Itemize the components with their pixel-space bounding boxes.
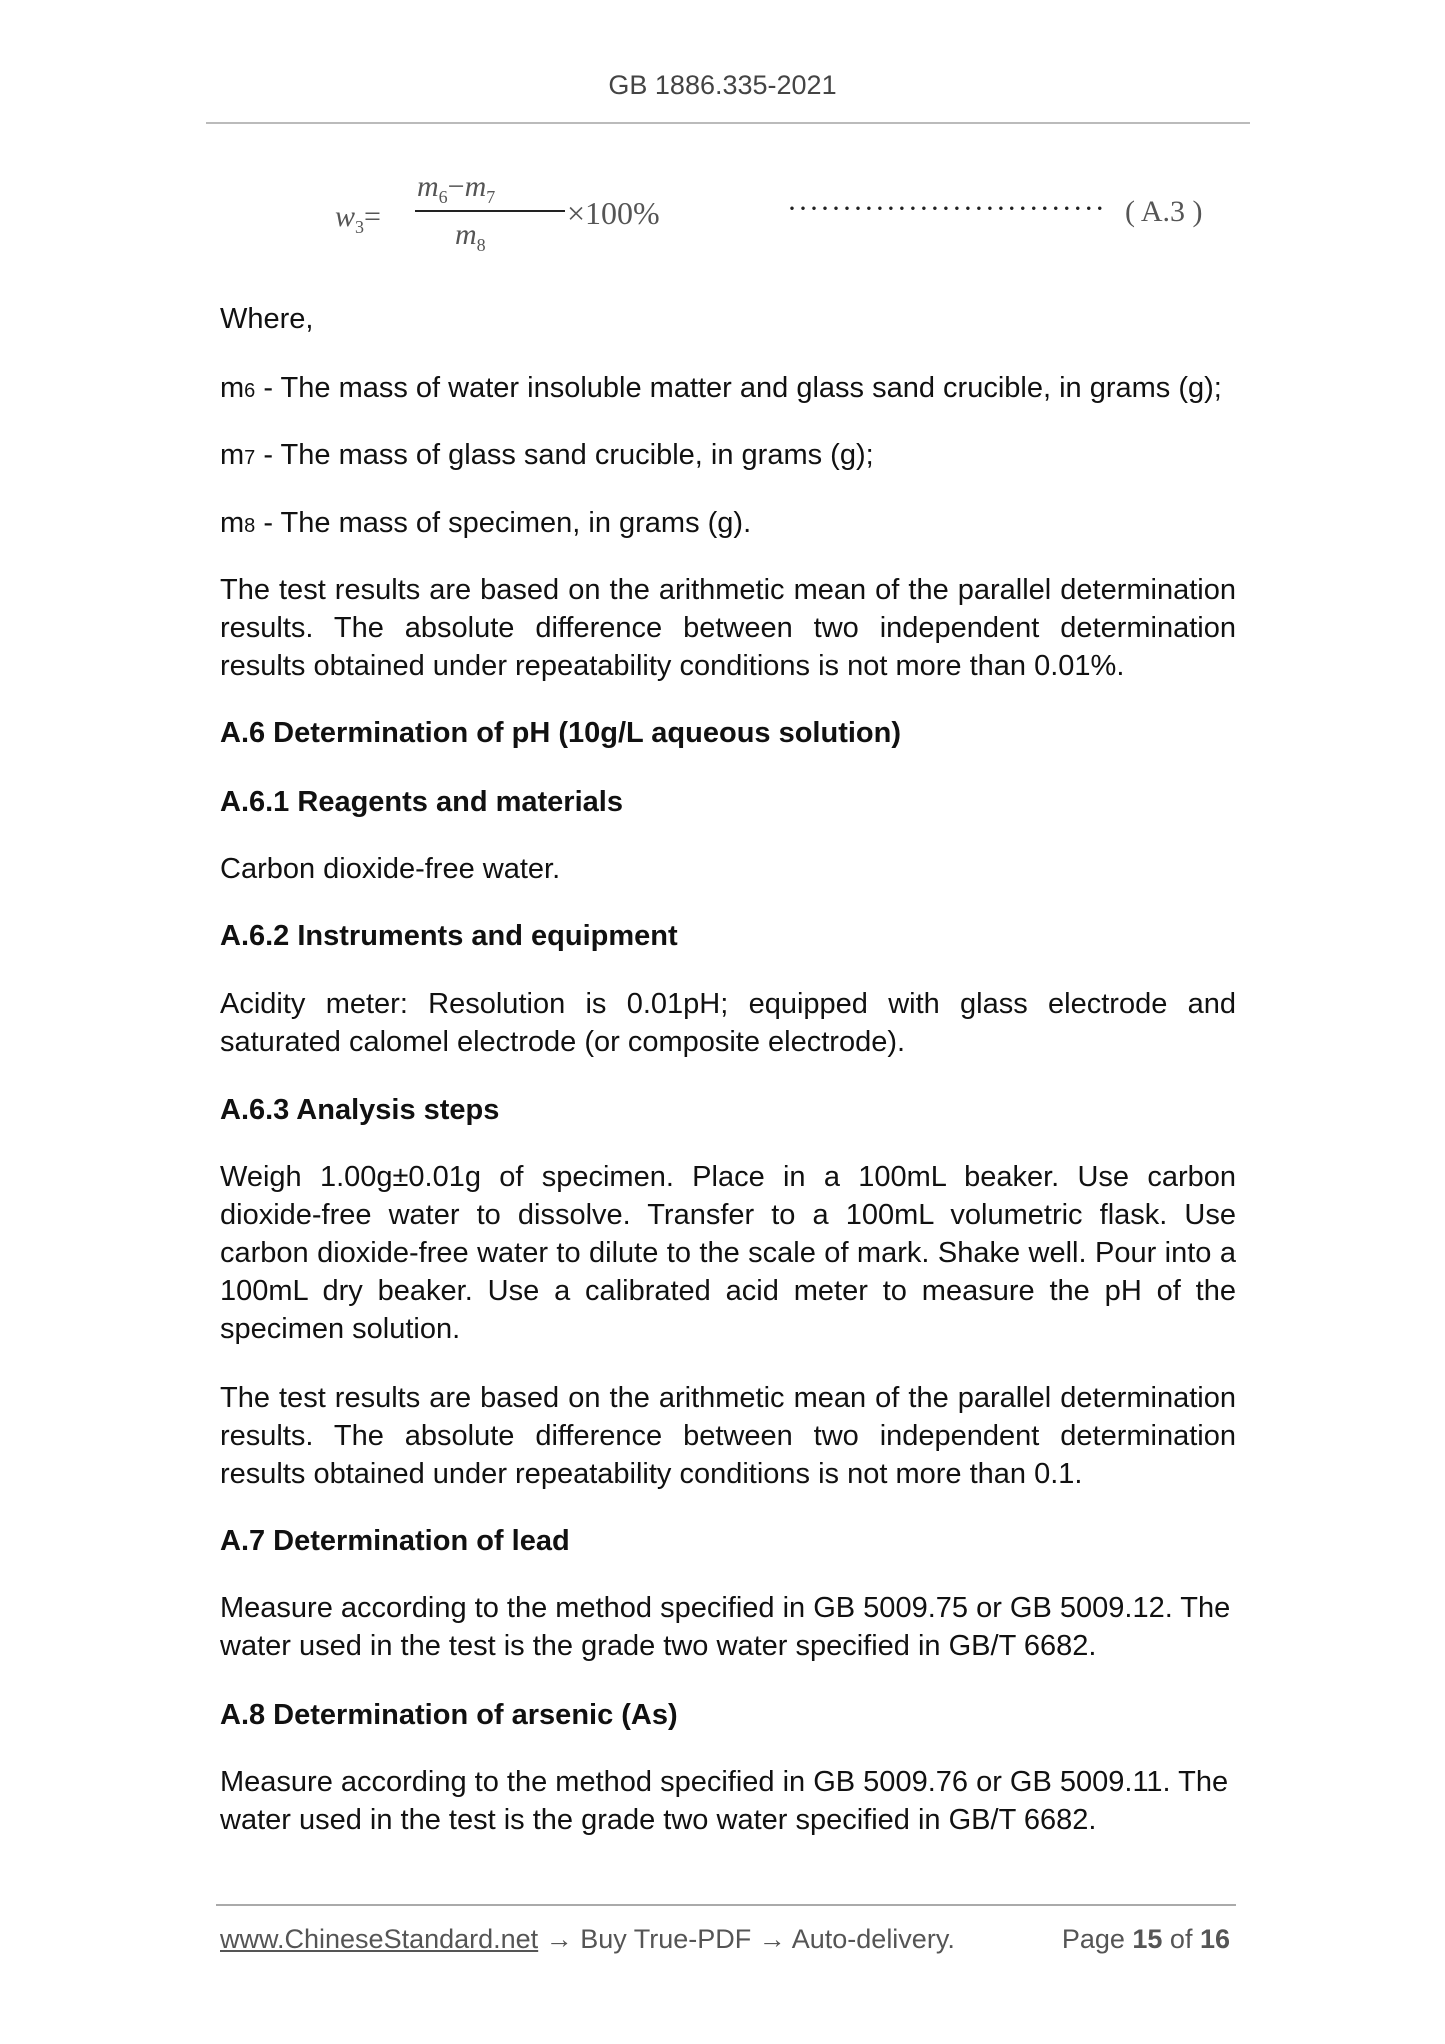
heading-a6-3: A.6.3 Analysis steps [220, 1094, 500, 1126]
paragraph-results: The test results are based on the arithmetic mean of the parallel determination results. The absolute difference between two independent determination results obtained under repeatability conditions is not more than 0.01%. [220, 574, 1236, 682]
formula-lhs: $w_3=$ [335, 200, 381, 237]
definition-m7: m7 - The mass of glass sand crucible, in grams (g); [220, 439, 874, 471]
header-divider [206, 122, 1250, 124]
formula-denominator: $m_8$ [455, 218, 486, 255]
paragraph-a8: Measure according to the method specified in GB 5009.76 or GB 5009.11. The water used in the test is the grade two water specified in GB/T 6682. [220, 1766, 1229, 1836]
equation-number: ( A.3 ) [1125, 195, 1203, 228]
paragraph-a6-1: Carbon dioxide-free water. [220, 853, 561, 885]
heading-a6-2: A.6.2 Instruments and equipment [220, 920, 678, 952]
document-header: GB 1886.335-2021 [608, 70, 837, 100]
paragraph-a6-2: Acidity meter: Resolution is 0.01pH; equipped with glass electrode and saturated calomel electrode (or composite electrode). [220, 988, 1236, 1058]
page-indicator: Page 15 of 16 [1061, 1924, 1230, 1954]
page-footer [220, 1924, 1230, 1955]
paragraph-a6-3: Weigh 1.00g±0.01g of specimen. Place in a 100mL beaker. Use carbon dioxide-free water to dissolve. Transfer to a 100mL volumetric flask. Use carbon dioxide-free water to dilute to the scale of mark. Shake well. Pour into a 100mL dry beaker. Use a calibrated acid meter to measure the pH of the specimen solution. [220, 1161, 1236, 1345]
paragraph-a7: Measure according to the method specified in GB 5009.75 or GB 5009.12. The water used in the test is the grade two water specified in GB/T 6682. [220, 1592, 1231, 1662]
footer-divider [216, 1904, 1236, 1906]
formula-a3 [335, 170, 1235, 260]
heading-a7: A.7 Determination of lead [220, 1525, 570, 1557]
formula-multiplier: ×100% [567, 195, 660, 231]
leader-dots: ····························· [787, 192, 1106, 225]
definition-m6: m6 - The mass of water insoluble matter and glass sand crucible, in grams (g); [220, 372, 1222, 404]
heading-a6-1: A.6.1 Reagents and materials [220, 786, 623, 818]
footer-text: → Buy True-PDF → Auto-delivery. [538, 1924, 955, 1954]
paragraph-a6-3-results: The test results are based on the arithmetic mean of the parallel determination results. The absolute difference between two independent determination results obtained under repeatability conditions is not more than 0.1. [220, 1382, 1236, 1490]
fraction-bar [415, 210, 565, 212]
website-link[interactable]: www.ChineseStandard.net [220, 1924, 539, 1954]
formula-numerator: $m_6-m_7$ [417, 170, 496, 207]
heading-a6: A.6 Determination of pH (10g/L aqueous solution) [220, 717, 902, 749]
definition-m8: m8 - The mass of specimen, in grams (g). [220, 507, 752, 539]
where-label: Where, [220, 303, 314, 335]
heading-a8: A.8 Determination of arsenic (As) [220, 1699, 678, 1731]
